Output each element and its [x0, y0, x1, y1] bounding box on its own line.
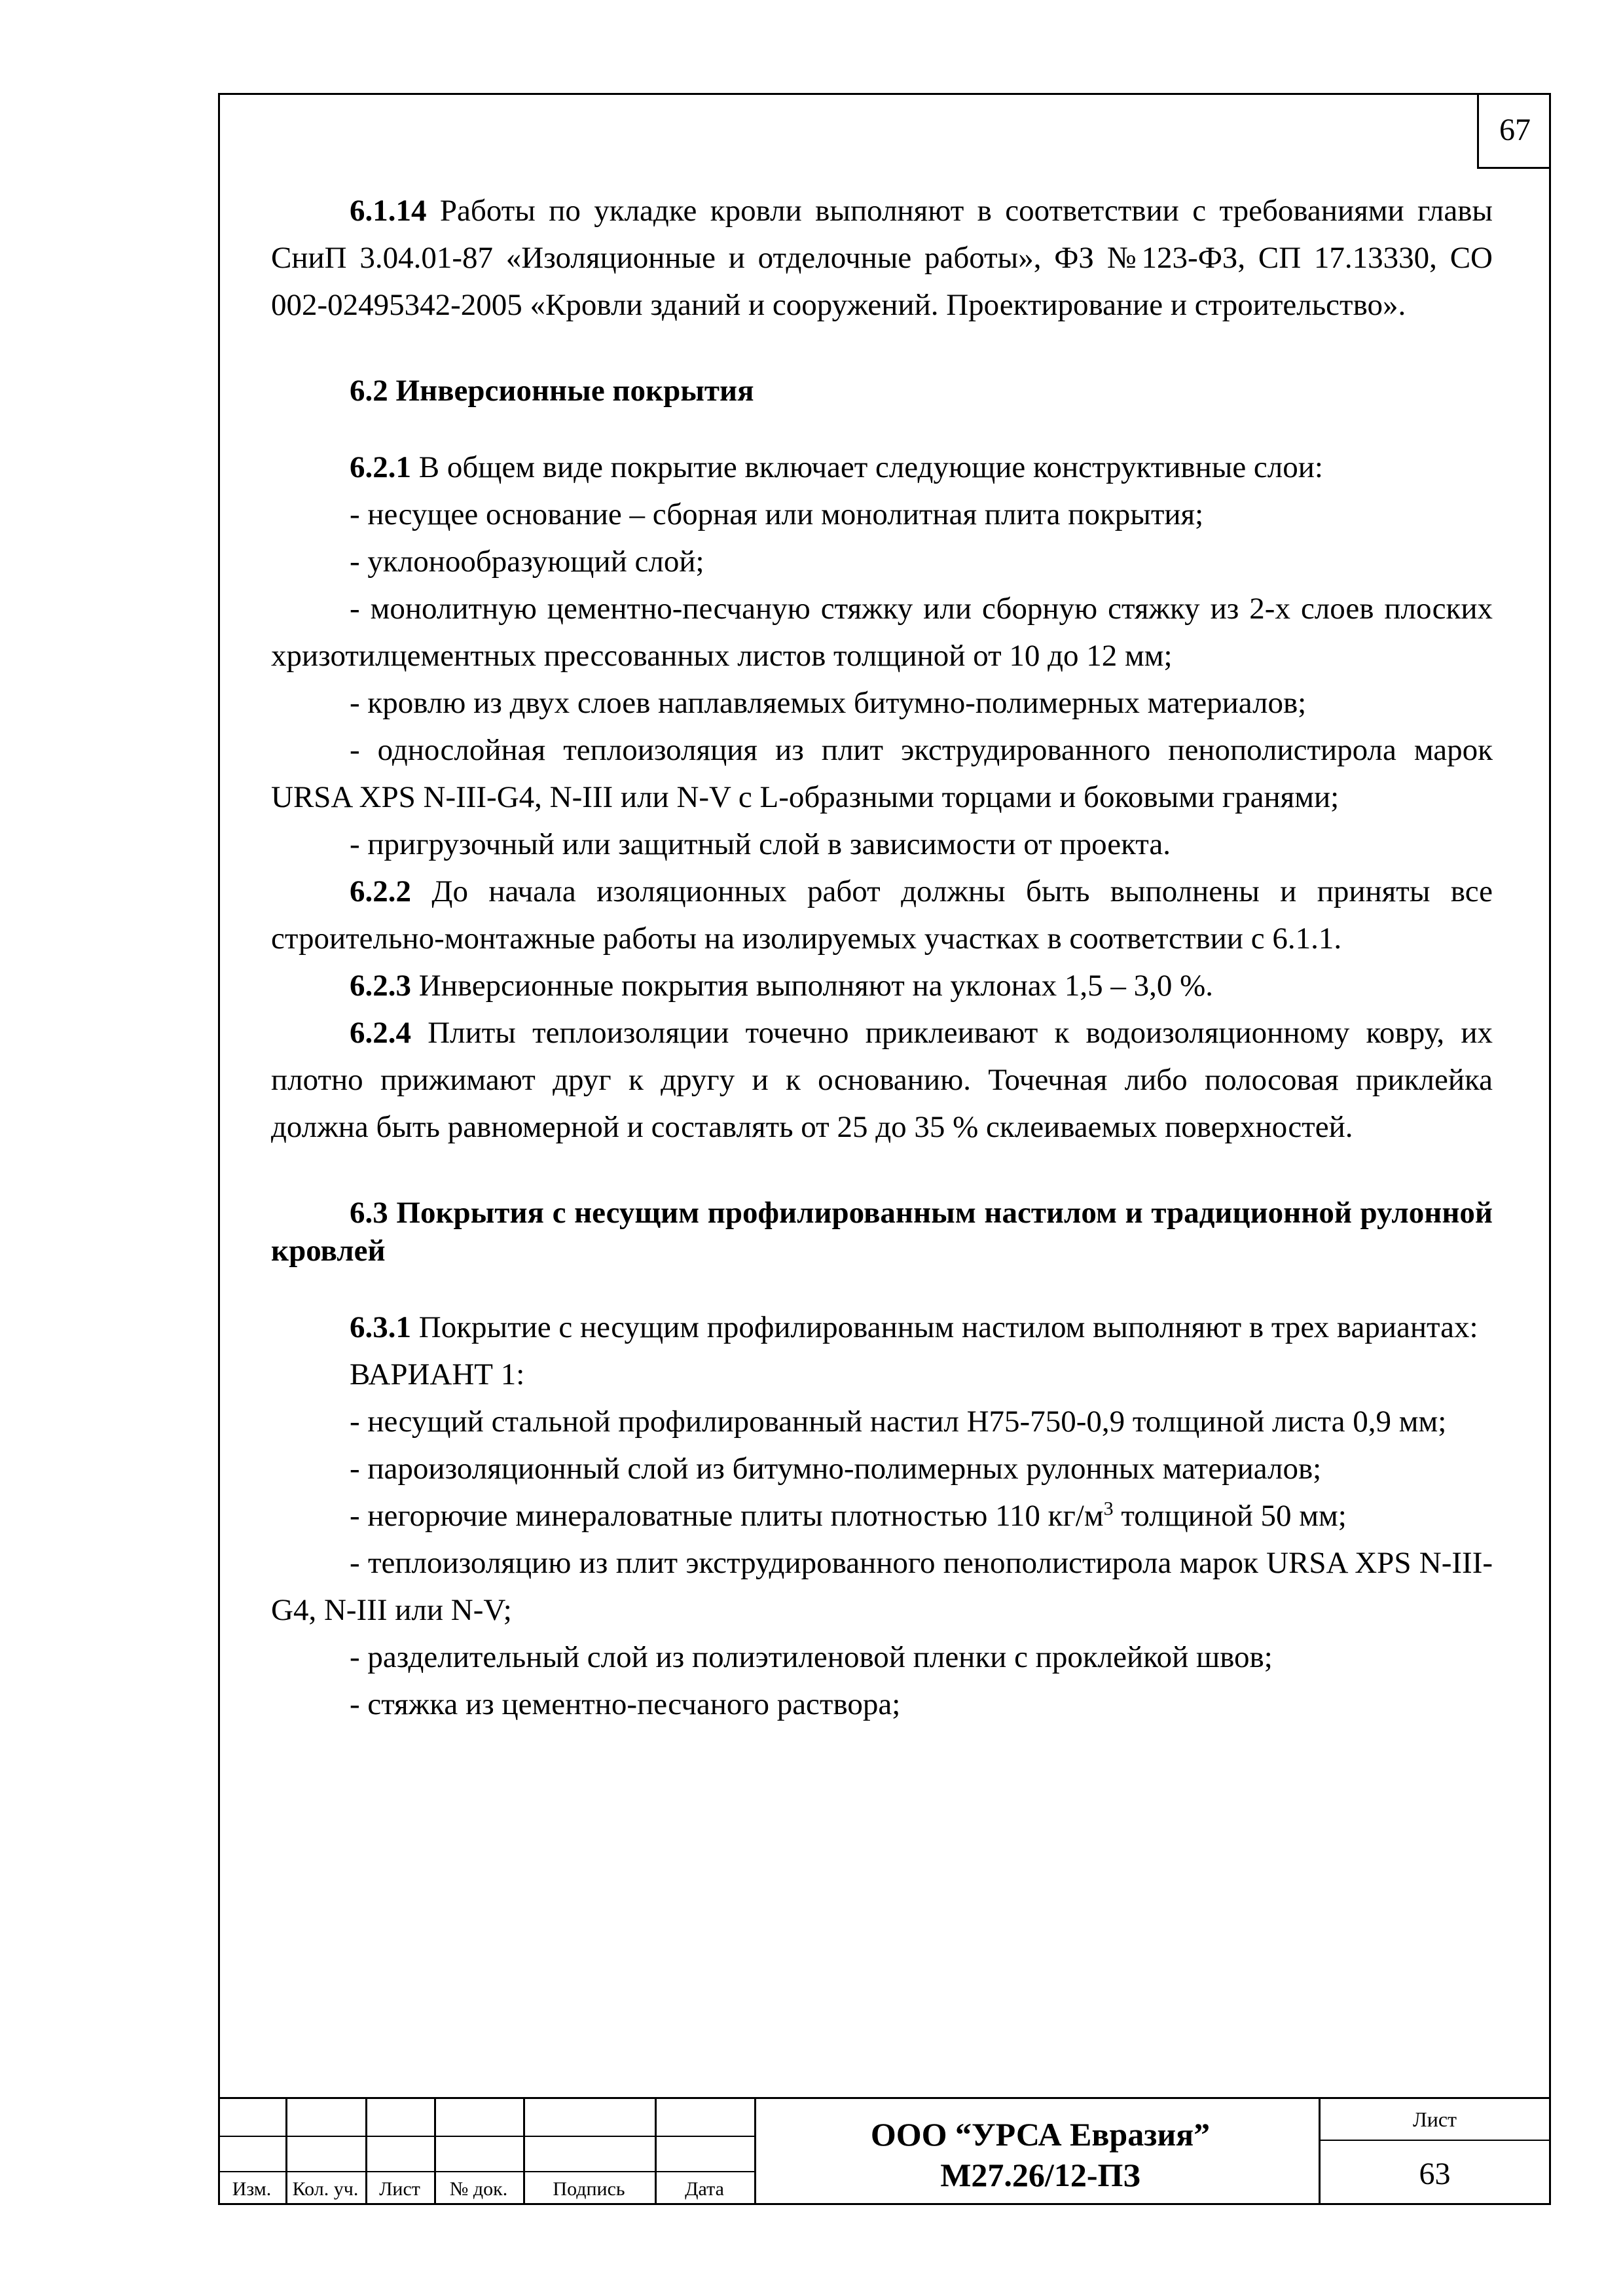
- section-heading-6-3: 6.3 Покрытия с несущим профилированным настилом и традиционной рулонной кровлей: [271, 1196, 1493, 1268]
- grid-line: [1319, 2140, 1551, 2141]
- paragraph-6-2-1: [271, 444, 1493, 491]
- list-item: - несущий стальной профилированный настил Н75-750-0,9 толщиной листа 0,9 мм;: [350, 1405, 1447, 1439]
- superscript: 3: [1103, 1498, 1114, 1520]
- grid-line: [754, 2099, 756, 2205]
- section-heading-6-2: 6.2 Инверсионные покрытия: [350, 374, 754, 408]
- clause-number: 6.1.14: [350, 194, 427, 228]
- clause-number: 6.2.3: [350, 969, 411, 1003]
- list-item: - уклонообразующий слой;: [350, 545, 704, 579]
- label-doc-no: № док.: [449, 2178, 508, 2200]
- density-text-end: толщиной 50 мм;: [1113, 1499, 1347, 1533]
- paragraph-6-1-14: [271, 187, 1493, 329]
- list-item: - монолитную цементно-песчаную стяжку или сборную стяжку из 2-х слоев плоских хризотилцементных прессованных листов толщиной от 10 до 12 мм;: [271, 592, 1493, 673]
- label-kol-uch: Кол. уч.: [292, 2178, 359, 2200]
- list-item: - стяжка из цементно-песчаного раствора;: [350, 1687, 901, 1721]
- title-block: [218, 2097, 1551, 2205]
- clause-number: 6.3.1: [350, 1310, 411, 1344]
- variant-label: ВАРИАНТ 1:: [350, 1357, 525, 1391]
- paragraph-6-2-2: [271, 868, 1493, 962]
- list-item: - однослойная теплоизоляция из плит экструдированного пенополистирола марок URSA XPS N-III-G4, N-III или N-V с L-образными торцами и боковыми гранями;: [271, 733, 1493, 814]
- clause-number: 6.2.4: [350, 1016, 411, 1050]
- clause-number: 6.2.1: [350, 450, 411, 484]
- clause-text: Плиты теплоизоляции точечно приклеивают к водоизоляционному ковру, их плотно прижимают друг к другу и к основанию. Точечная либо полосовая приклейка должна быть равномерной и составлять от 25 до 35 % склеиваемых поверхностей.: [271, 1016, 1493, 1144]
- paragraph-6-3-1: [271, 1304, 1493, 1351]
- paragraph-6-2-3: [271, 962, 1493, 1009]
- document-code: М27.26/12-ПЗ: [940, 2157, 1140, 2193]
- sheet-label: Лист: [1412, 2107, 1457, 2131]
- paragraph-6-2-4: [271, 1009, 1493, 1151]
- label-date: Дата: [685, 2178, 724, 2200]
- clause-text: Работы по укладке кровли выполняют в соответствии с требованиями главы СниП 3.04.01-87 «Изоляционные и отделочные работы», ФЗ №123-ФЗ, СП 17.13330, СО 002-02495342-2005 «Кровли зданий и сооружений. Проектирование и строительство».: [271, 194, 1493, 322]
- list-item: - теплоизоляцию из плит экструдированного пенополистирола марок URSA XPS N-III-G4, N-III или N-V;: [271, 1546, 1493, 1627]
- list-item: - несущее основание – сборная или монолитная плита покрытия;: [350, 497, 1204, 531]
- list-item: - разделительный слой из полиэтиленовой пленки с проклейкой швов;: [350, 1640, 1273, 1674]
- grid-line: [218, 2136, 756, 2137]
- list-item: - кровлю из двух слоев наплавляемых битумно-полимерных материалов;: [350, 686, 1307, 720]
- label-list: Лист: [379, 2178, 420, 2200]
- sheet-number: 63: [1419, 2156, 1451, 2191]
- clause-text: Инверсионные покрытия выполняют на уклонах 1,5 – 3,0 %.: [411, 969, 1214, 1003]
- title-block-center: [762, 2099, 1319, 2205]
- clause-number: 6.2.2: [350, 874, 411, 908]
- clause-text: В общем виде покрытие включает следующие конструктивные слои:: [411, 450, 1323, 484]
- label-izm: Изм.: [232, 2178, 272, 2200]
- label-signature: Подпись: [553, 2178, 625, 2200]
- organization-name: ООО “УРСА Евразия”: [870, 2116, 1211, 2153]
- list-item: - пригрузочный или защитный слой в зависимости от проекта.: [350, 827, 1171, 861]
- grid-line: [218, 2171, 756, 2172]
- clause-text: До начала изоляционных работ должны быть выполнены и приняты все строительно-монтажные работы на изолируемых участках в соответствии с 6.1.1.: [271, 874, 1493, 956]
- corner-page-number: 67: [1477, 93, 1551, 169]
- document-body: [271, 187, 1493, 1728]
- clause-text: Покрытие с несущим профилированным настилом выполняют в трех вариантах:: [411, 1310, 1478, 1344]
- list-item: - пароизоляционный слой из битумно-полимерных рулонных материалов;: [350, 1452, 1322, 1486]
- density-text: - негорючие минераловатные плиты плотностью 110 кг/м: [350, 1499, 1104, 1533]
- list-item-density: [271, 1492, 1493, 1539]
